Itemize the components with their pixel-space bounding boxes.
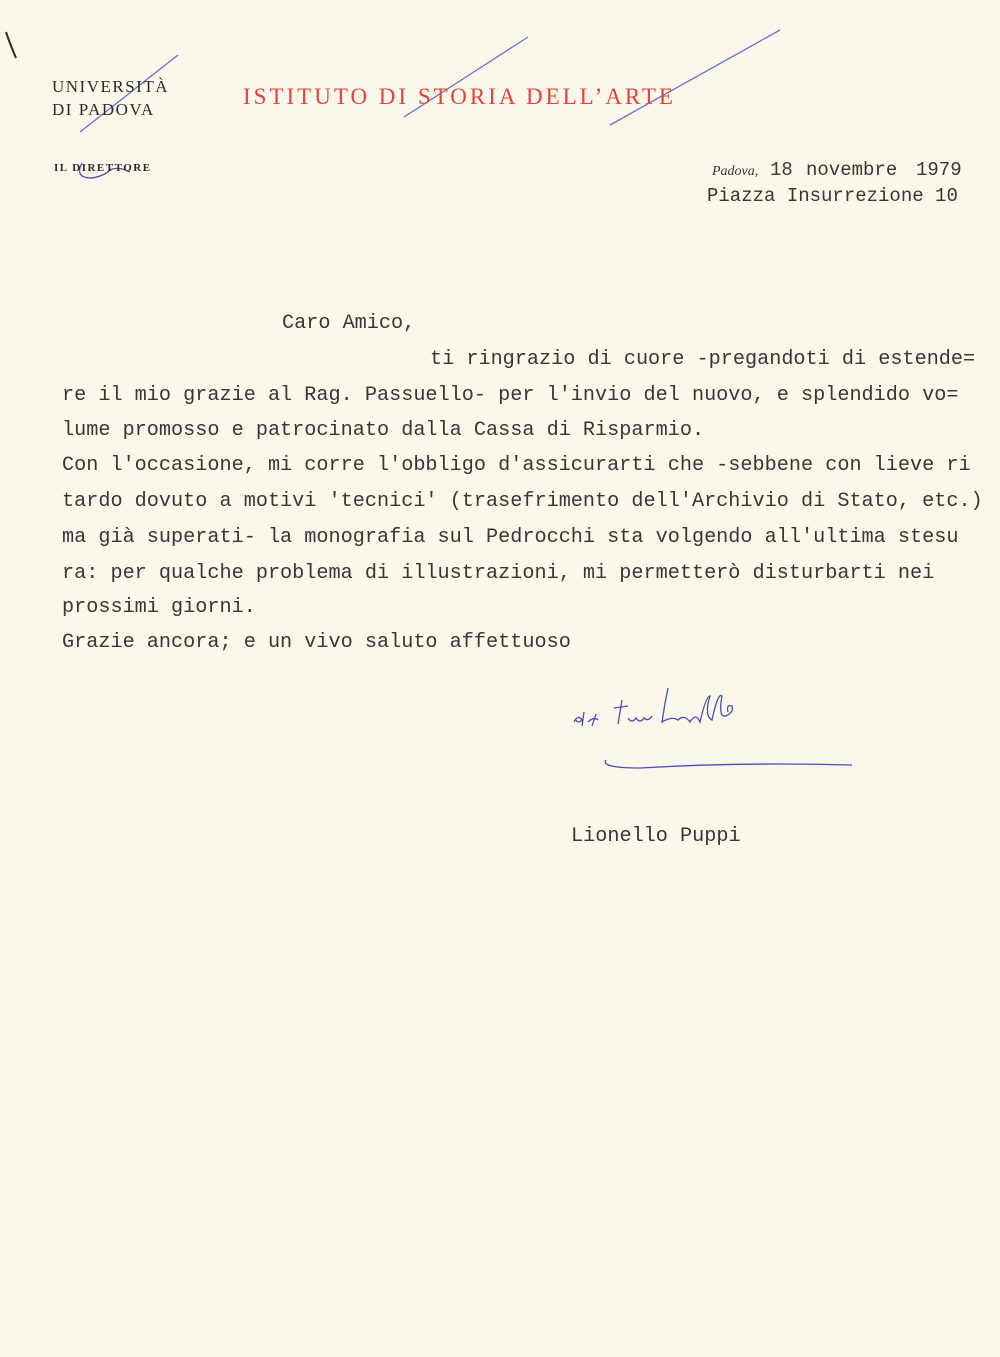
place-label: Padova, <box>712 164 759 179</box>
body-line: tardo dovuto a motivi 'tecnici' (trasefrimento dell'Archivio di Stato, etc.) <box>62 490 983 513</box>
date-day: 18 <box>770 159 793 181</box>
university-line-2: DI PADOVA <box>52 100 155 119</box>
closing-line: Grazie ancora; e un vivo saluto affettuoso <box>62 631 571 654</box>
date-year: 1979 <box>916 159 962 181</box>
university-line-1: UNIVERSITÀ <box>52 77 169 96</box>
margin-mark <box>6 32 16 58</box>
body-line: re il mio grazie al Rag. Passuello- per l'invio del nuovo, e splendido vo= <box>62 384 959 407</box>
director-label: IL DIRETTORE <box>54 162 152 174</box>
salutation: Caro Amico, <box>282 312 416 335</box>
body-line: Con l'occasione, mi corre l'obbligo d'assicurarti che -sebbene con lieve ri <box>62 454 971 477</box>
body-line: ra: per qualche problema di illustrazioni, mi permetterò disturbarti nei <box>62 562 935 585</box>
date-month: novembre <box>806 159 898 181</box>
body-line: ti ringrazio di cuore -pregandoti di estende= <box>430 348 976 371</box>
body-line: lume promosso e patrocinato dalla Cassa di Risparmio. <box>62 419 705 442</box>
signature-name: Lionello Puppi <box>571 825 741 848</box>
address: Piazza Insurrezione 10 <box>707 185 958 207</box>
strike-arte <box>610 30 780 125</box>
institute-name: ISTITUTO DI STORIA DELL’ARTE <box>243 84 676 109</box>
body-line: prossimi giorni. <box>62 596 256 619</box>
handwritten-signature <box>574 688 852 768</box>
body-line: ma già superati- la monografia sul Pedrocchi sta volgendo all'ultima stesu <box>62 526 959 549</box>
